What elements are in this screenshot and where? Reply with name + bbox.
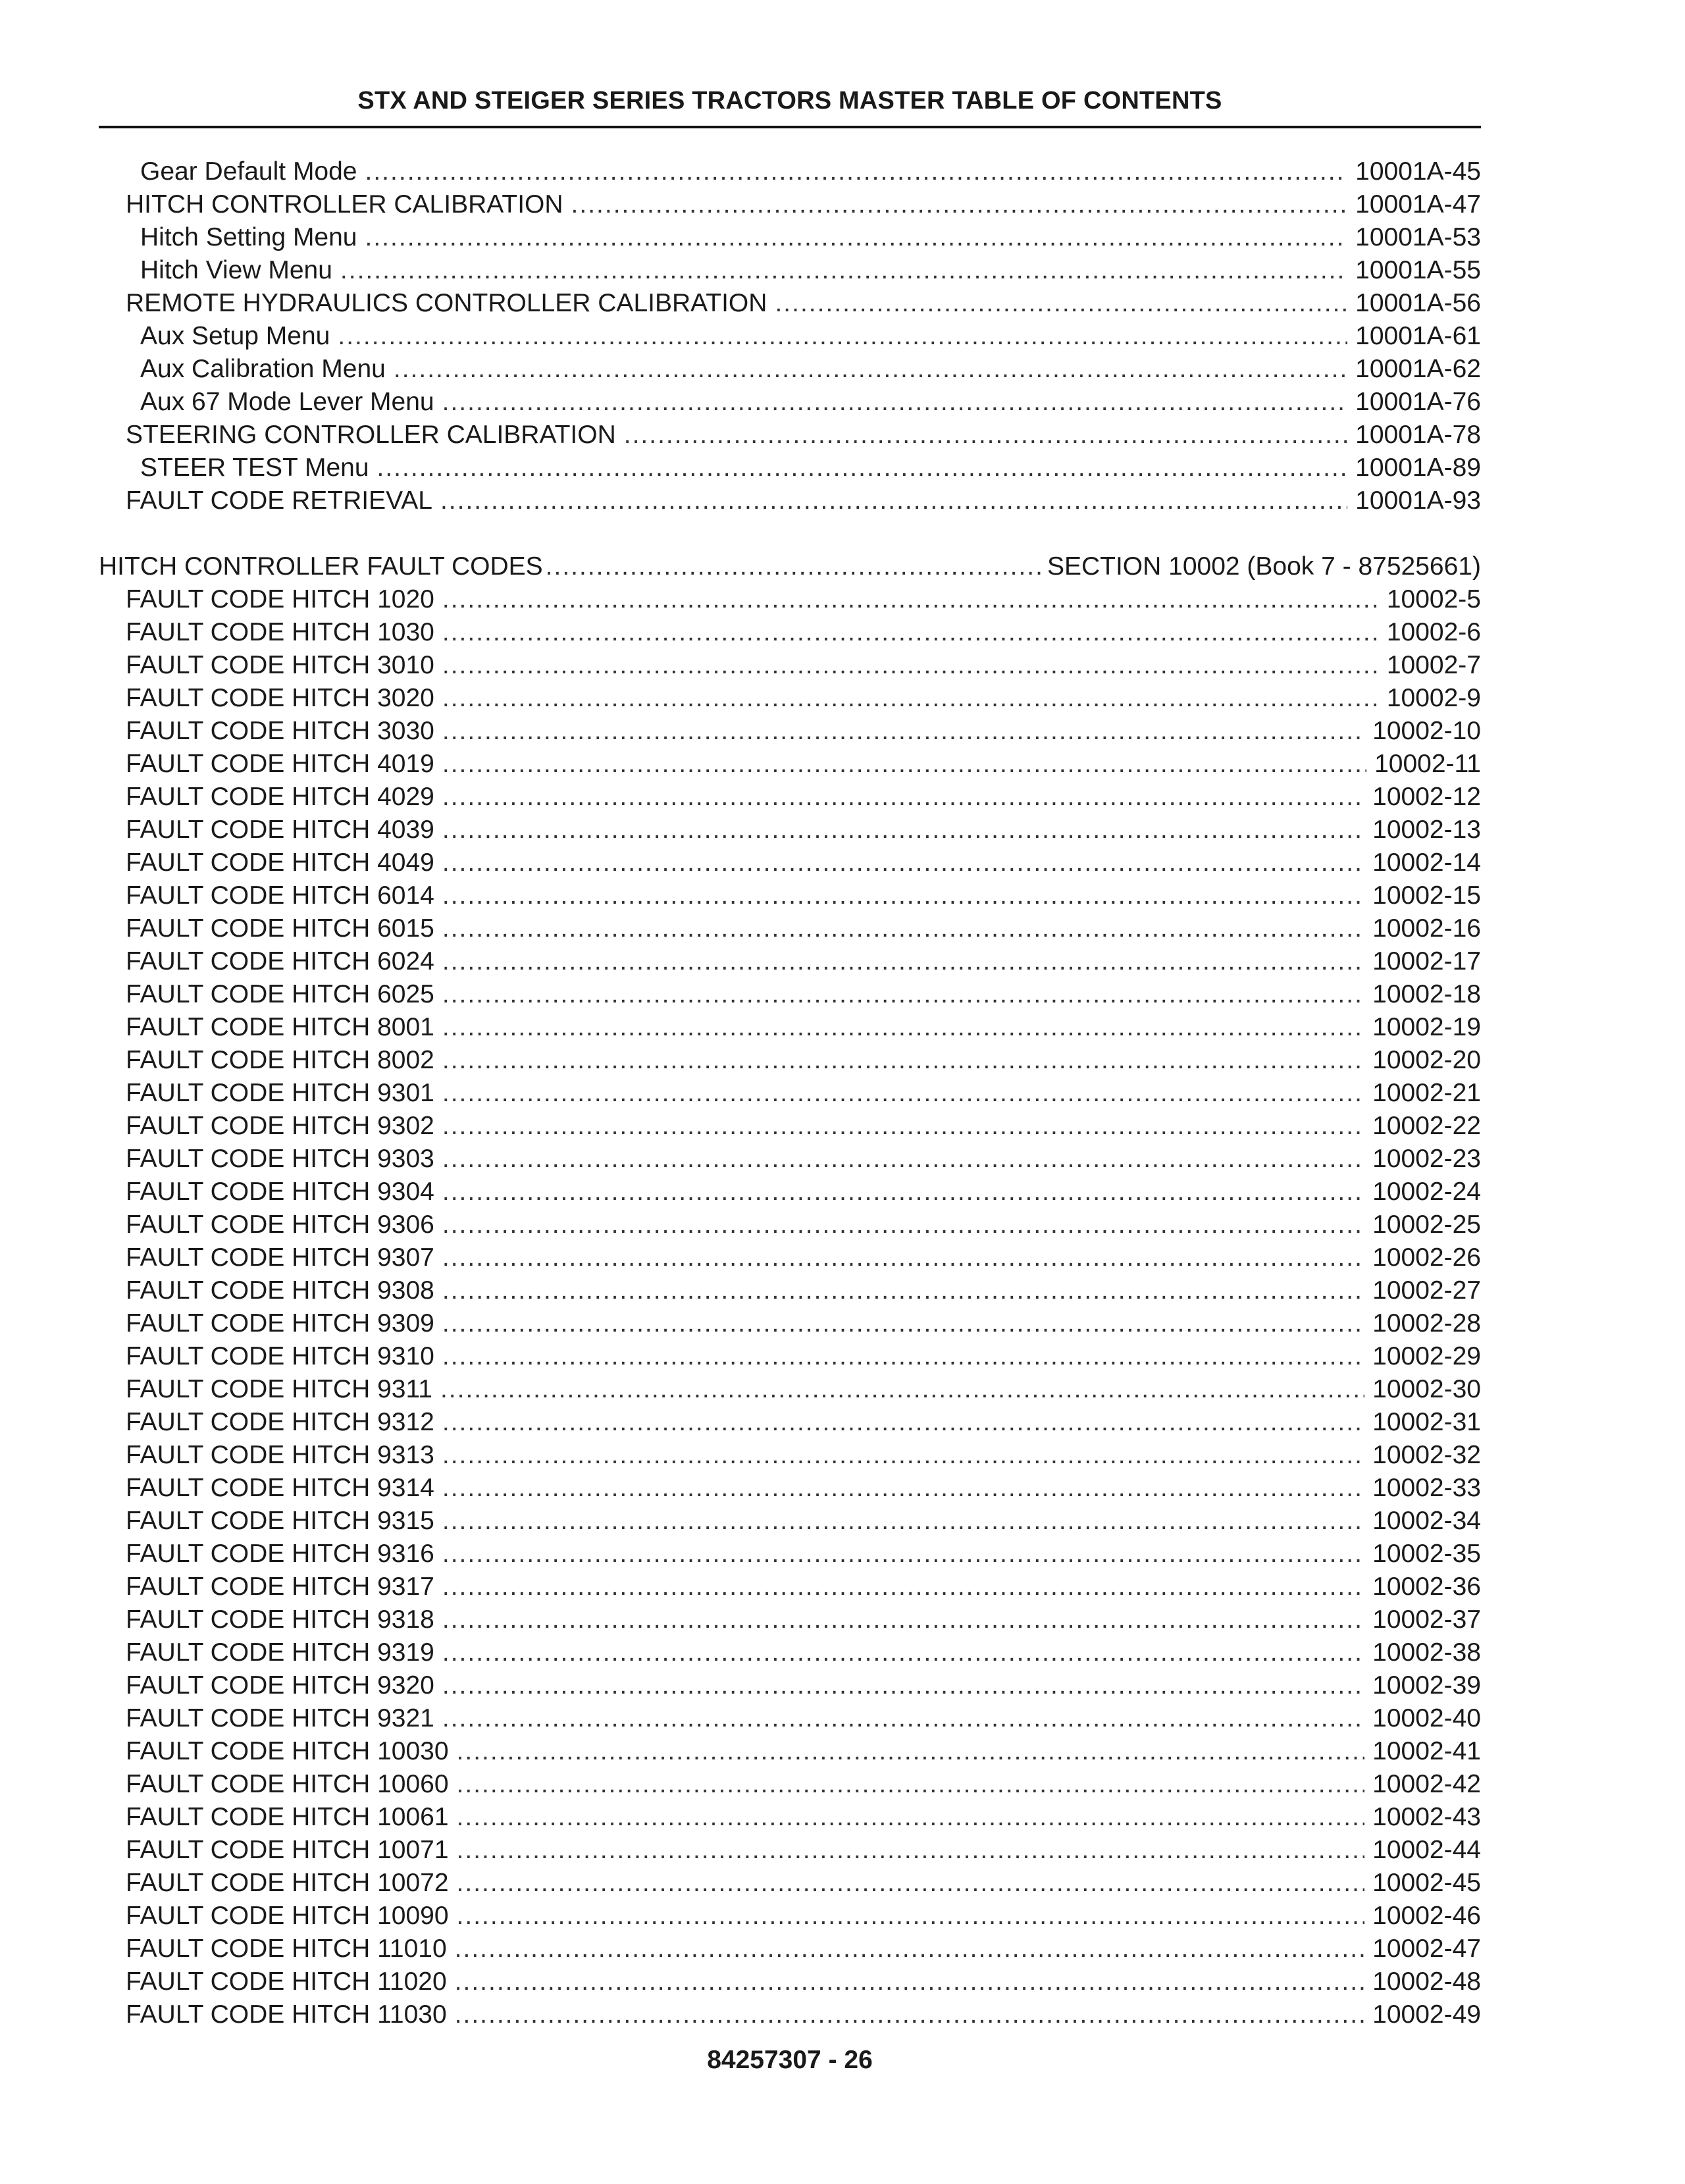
dot-leader	[440, 1373, 1364, 1406]
toc-entry-title: FAULT CODE HITCH 4029	[126, 783, 434, 811]
dot-leader	[442, 1307, 1364, 1340]
toc-entry-page: 10001A-61	[1355, 322, 1481, 350]
dot-leader	[377, 452, 1348, 484]
dot-leader	[442, 1340, 1364, 1373]
toc-entry-title: FAULT CODE RETRIEVAL	[126, 486, 432, 515]
toc-entry[interactable]	[99, 1307, 1481, 1340]
toc-entry-title: FAULT CODE HITCH 10030	[126, 1737, 449, 1765]
dot-leader	[457, 1768, 1365, 1801]
dot-leader	[442, 1439, 1364, 1472]
toc-entry-title: FAULT CODE HITCH 9315	[126, 1507, 434, 1535]
toc-entry-title: FAULT CODE HITCH 9316	[126, 1540, 434, 1568]
toc-entry-title: FAULT CODE HITCH 6025	[126, 980, 434, 1008]
dot-leader	[442, 1274, 1364, 1307]
toc-entry[interactable]	[99, 1965, 1481, 1998]
toc-entry-page: 10002-24	[1372, 1178, 1481, 1206]
toc-entry-title: FAULT CODE HITCH 9309	[126, 1309, 434, 1338]
dot-leader	[442, 1505, 1364, 1538]
dot-leader	[455, 1933, 1365, 1965]
toc-entry-title: FAULT CODE HITCH 9313	[126, 1441, 434, 1469]
dot-leader	[775, 287, 1347, 320]
toc-entry-page: 10001A-89	[1355, 454, 1481, 482]
toc-entry[interactable]	[99, 748, 1481, 781]
toc-entry-title: FAULT CODE HITCH 6014	[126, 881, 434, 910]
dot-leader	[442, 682, 1379, 715]
dot-leader	[624, 419, 1347, 452]
toc-entry-title: Aux Calibration Menu	[140, 355, 386, 383]
toc-entry-page: 10002-31	[1372, 1408, 1481, 1436]
toc-entry-page: 10002-42	[1372, 1770, 1481, 1798]
dot-leader	[442, 1241, 1364, 1274]
dot-leader	[571, 188, 1348, 221]
toc-entry-page: 10002-16	[1372, 914, 1481, 943]
page-title: STX AND STEIGER SERIES TRACTORS MASTER TABLE OF CONTENTS	[357, 87, 1222, 115]
toc-entry[interactable]	[99, 1011, 1481, 1044]
toc-entry-page: 10002-22	[1372, 1112, 1481, 1140]
dot-leader	[455, 1965, 1365, 1998]
toc-entry-title: FAULT CODE HITCH 9304	[126, 1178, 434, 1206]
dot-leader	[442, 1011, 1364, 1044]
toc-entry-title: FAULT CODE HITCH 8001	[126, 1013, 434, 1041]
toc-section-heading[interactable]	[99, 550, 1481, 583]
toc-entry-page: 10002-44	[1372, 1836, 1481, 1864]
dot-leader	[440, 484, 1347, 517]
toc-entry[interactable]	[99, 353, 1481, 386]
dot-leader	[442, 1669, 1364, 1702]
toc-entry[interactable]	[99, 1373, 1481, 1406]
dot-leader	[442, 583, 1379, 616]
toc-entry-page: 10002-11	[1374, 750, 1481, 778]
toc-entry-title: Aux 67 Mode Lever Menu	[140, 388, 434, 416]
toc-entry[interactable]	[99, 254, 1481, 287]
dot-leader	[457, 1735, 1365, 1768]
toc-entry[interactable]	[99, 1603, 1481, 1636]
toc-entry-title: FAULT CODE HITCH 10060	[126, 1770, 449, 1798]
toc-entry[interactable]	[99, 1044, 1481, 1077]
toc-entry[interactable]	[99, 781, 1481, 814]
toc-entry-page: 10002-10	[1372, 717, 1481, 745]
toc-entry[interactable]	[99, 814, 1481, 846]
dot-leader	[442, 814, 1364, 846]
toc-entry[interactable]	[99, 155, 1481, 188]
toc-entry[interactable]	[99, 846, 1481, 879]
toc-entry-title: FAULT CODE HITCH 9311	[126, 1375, 432, 1403]
toc-entry[interactable]	[99, 1669, 1481, 1702]
dot-leader	[365, 155, 1348, 188]
toc-entry[interactable]	[99, 1933, 1481, 1965]
toc-entry-page: 10002-13	[1372, 816, 1481, 844]
toc-entry-page: 10002-36	[1372, 1573, 1481, 1601]
toc-entry-page: 10002-7	[1386, 651, 1481, 679]
dot-leader	[442, 1472, 1364, 1505]
toc-entry[interactable]	[99, 320, 1481, 353]
toc-entry-page: 10002-18	[1372, 980, 1481, 1008]
toc-entry[interactable]	[99, 1110, 1481, 1143]
toc-entry-page: 10002-49	[1372, 2000, 1481, 2029]
toc-entry-title: FAULT CODE HITCH 9314	[126, 1474, 434, 1502]
toc-entry-title: FAULT CODE HITCH 4019	[126, 750, 434, 778]
toc-entry-page: 10002-32	[1372, 1441, 1481, 1469]
toc-entry-title: FAULT CODE HITCH 1030	[126, 618, 434, 646]
dot-leader	[338, 320, 1347, 353]
dot-leader	[455, 1998, 1365, 2031]
toc-entry-page: 10002-25	[1372, 1210, 1481, 1239]
toc-entry[interactable]	[99, 1340, 1481, 1373]
toc-entry[interactable]	[99, 1900, 1481, 1933]
toc-entry[interactable]	[99, 419, 1481, 452]
toc-entry-page: 10002-9	[1386, 684, 1481, 712]
dot-leader	[365, 221, 1348, 254]
toc-entry[interactable]	[99, 1702, 1481, 1735]
toc-entry-page: 10002-33	[1372, 1474, 1481, 1502]
toc-entry-title: FAULT CODE HITCH 4039	[126, 816, 434, 844]
toc-entry-title: FAULT CODE HITCH 11010	[126, 1935, 447, 1963]
toc-entry[interactable]	[99, 287, 1481, 320]
toc-entry[interactable]	[99, 452, 1481, 484]
toc-entry-title: FAULT CODE HITCH 9318	[126, 1605, 434, 1634]
toc-entry-page: 10001A-93	[1355, 486, 1481, 515]
dot-leader	[442, 781, 1364, 814]
toc-entry-title: REMOTE HYDRAULICS CONTROLLER CALIBRATION	[126, 289, 767, 317]
toc-entry[interactable]	[99, 1538, 1481, 1571]
toc-entry-page: 10002-21	[1372, 1079, 1481, 1107]
toc-entry[interactable]	[99, 1768, 1481, 1801]
toc-entry-page: 10001A-62	[1355, 355, 1481, 383]
toc-entry-page: 10002-40	[1372, 1704, 1481, 1732]
table-of-contents	[99, 155, 1481, 2031]
toc-entry-title: Aux Setup Menu	[140, 322, 330, 350]
dot-leader	[442, 748, 1366, 781]
toc-entry-page: 10001A-56	[1355, 289, 1481, 317]
toc-entry-title: FAULT CODE HITCH 8002	[126, 1046, 434, 1074]
toc-entry-page: 10002-12	[1372, 783, 1481, 811]
toc-entry-title: FAULT CODE HITCH 9308	[126, 1276, 434, 1305]
toc-entry-title: FAULT CODE HITCH 10061	[126, 1803, 449, 1831]
toc-entry-page: 10002-34	[1372, 1507, 1481, 1535]
dot-leader	[442, 846, 1364, 879]
toc-entry-title: FAULT CODE HITCH 11020	[126, 1967, 447, 1996]
toc-entry-title: FAULT CODE HITCH 10090	[126, 1902, 449, 1930]
toc-entry-page: 10001A-78	[1355, 421, 1481, 449]
toc-entry-page: 10002-14	[1372, 848, 1481, 877]
toc-entry[interactable]	[99, 1077, 1481, 1110]
toc-entry[interactable]	[99, 1636, 1481, 1669]
toc-entry[interactable]	[99, 1176, 1481, 1209]
toc-entry-title: HITCH CONTROLLER FAULT CODES	[99, 552, 543, 581]
dot-leader	[442, 1538, 1364, 1571]
toc-entry-title: FAULT CODE HITCH 4049	[126, 848, 434, 877]
dot-leader	[442, 1176, 1364, 1209]
dot-leader	[457, 1801, 1365, 1834]
dot-leader	[546, 550, 1045, 583]
toc-entry-page: 10002-19	[1372, 1013, 1481, 1041]
toc-entry-title: STEER TEST Menu	[140, 454, 369, 482]
dot-leader	[457, 1900, 1365, 1933]
toc-entry-page: 10002-15	[1372, 881, 1481, 910]
toc-entry-title: FAULT CODE HITCH 9306	[126, 1210, 434, 1239]
toc-entry-page: 10002-43	[1372, 1803, 1481, 1831]
dot-leader	[442, 945, 1364, 978]
toc-entry-page: 10002-23	[1372, 1145, 1481, 1173]
dot-leader	[442, 715, 1364, 748]
toc-entry[interactable]	[99, 1209, 1481, 1241]
dot-leader	[442, 1044, 1364, 1077]
dot-leader	[442, 1110, 1364, 1143]
toc-entry-page: 10002-48	[1372, 1967, 1481, 1996]
toc-entry-page: 10002-20	[1372, 1046, 1481, 1074]
toc-entry-title: HITCH CONTROLLER CALIBRATION	[126, 190, 563, 219]
toc-entry-title: FAULT CODE HITCH 9319	[126, 1638, 434, 1667]
toc-entry-title: FAULT CODE HITCH 9303	[126, 1145, 434, 1173]
toc-entry-page: 10001A-47	[1355, 190, 1481, 219]
toc-entry[interactable]	[99, 1998, 1481, 2031]
toc-entry[interactable]	[99, 912, 1481, 945]
toc-entry-title: FAULT CODE HITCH 9321	[126, 1704, 434, 1732]
toc-entry[interactable]	[99, 1439, 1481, 1472]
toc-entry-title: Hitch View Menu	[140, 256, 332, 284]
toc-entry[interactable]	[99, 583, 1481, 616]
toc-entry[interactable]	[99, 484, 1481, 517]
dot-leader	[442, 616, 1379, 649]
toc-entry[interactable]	[99, 682, 1481, 715]
dot-leader	[457, 1834, 1365, 1867]
toc-entry-page: 10002-6	[1386, 618, 1481, 646]
toc-entry-title: FAULT CODE HITCH 3030	[126, 717, 434, 745]
dot-leader	[394, 353, 1347, 386]
dot-leader	[442, 1636, 1364, 1669]
toc-entry-title: FAULT CODE HITCH 9312	[126, 1408, 434, 1436]
toc-entry-page: 10002-45	[1372, 1869, 1481, 1897]
toc-entry[interactable]	[99, 188, 1481, 221]
toc-entry-page: 10001A-45	[1355, 157, 1481, 186]
toc-entry[interactable]	[99, 879, 1481, 912]
dot-leader	[442, 386, 1348, 419]
toc-entry[interactable]	[99, 1735, 1481, 1768]
toc-entry[interactable]	[99, 1505, 1481, 1538]
toc-entry[interactable]	[99, 1801, 1481, 1834]
page-number: 84257307 - 26	[707, 2046, 873, 2074]
toc-entry-page: 10001A-55	[1355, 256, 1481, 284]
toc-entry-page: 10002-35	[1372, 1540, 1481, 1568]
dot-leader	[457, 1867, 1365, 1900]
toc-entry-page: 10002-5	[1386, 585, 1481, 613]
toc-entry-page: 10002-27	[1372, 1276, 1481, 1305]
toc-entry-title: FAULT CODE HITCH 6015	[126, 914, 434, 943]
toc-entry[interactable]	[99, 1571, 1481, 1603]
toc-entry-title: STEERING CONTROLLER CALIBRATION	[126, 421, 616, 449]
toc-entry[interactable]	[99, 715, 1481, 748]
toc-entry[interactable]	[99, 1274, 1481, 1307]
toc-entry[interactable]	[99, 649, 1481, 682]
toc-entry-page: SECTION 10002 (Book 7 - 87525661)	[1047, 552, 1481, 581]
toc-entry-page: 10002-47	[1372, 1935, 1481, 1963]
toc-entry-page: 10001A-76	[1355, 388, 1481, 416]
toc-entry[interactable]	[99, 1867, 1481, 1900]
toc-entry[interactable]	[99, 945, 1481, 978]
toc-entry-title: FAULT CODE HITCH 6024	[126, 947, 434, 975]
toc-entry-page: 10002-26	[1372, 1243, 1481, 1272]
toc-entry-page: 10002-41	[1372, 1737, 1481, 1765]
toc-entry[interactable]	[99, 1834, 1481, 1867]
toc-entry-title: Hitch Setting Menu	[140, 223, 357, 251]
toc-entry-title: FAULT CODE HITCH 1020	[126, 585, 434, 613]
toc-entry-title: FAULT CODE HITCH 9301	[126, 1079, 434, 1107]
toc-entry-page: 10002-39	[1372, 1671, 1481, 1700]
toc-entry-page: 10002-30	[1372, 1375, 1481, 1403]
toc-entry[interactable]	[99, 1472, 1481, 1505]
toc-entry-page: 10002-37	[1372, 1605, 1481, 1634]
toc-entry-title: Gear Default Mode	[140, 157, 357, 186]
toc-entry-title: FAULT CODE HITCH 3020	[126, 684, 434, 712]
toc-entry-page: 10002-17	[1372, 947, 1481, 975]
toc-group	[99, 155, 1481, 517]
dot-leader	[442, 1143, 1364, 1176]
toc-group	[99, 550, 1481, 2031]
toc-entry-page: 10002-29	[1372, 1342, 1481, 1370]
dot-leader	[340, 254, 1347, 287]
toc-entry[interactable]	[99, 616, 1481, 649]
toc-entry-page: 10002-28	[1372, 1309, 1481, 1338]
dot-leader	[442, 1603, 1364, 1636]
toc-entry-title: FAULT CODE HITCH 9317	[126, 1573, 434, 1601]
toc-entry-title: FAULT CODE HITCH 11030	[126, 2000, 447, 2029]
toc-entry[interactable]	[99, 978, 1481, 1011]
dot-leader	[442, 1209, 1364, 1241]
toc-entry-title: FAULT CODE HITCH 9320	[126, 1671, 434, 1700]
toc-entry-title: FAULT CODE HITCH 3010	[126, 651, 434, 679]
toc-entry-page: 10002-38	[1372, 1638, 1481, 1667]
toc-entry-title: FAULT CODE HITCH 10072	[126, 1869, 449, 1897]
dot-leader	[442, 1406, 1364, 1439]
dot-leader	[442, 912, 1364, 945]
dot-leader	[442, 1571, 1364, 1603]
toc-entry[interactable]	[99, 1406, 1481, 1439]
dot-leader	[442, 978, 1364, 1011]
toc-entry-page: 10001A-53	[1355, 223, 1481, 251]
toc-entry[interactable]	[99, 386, 1481, 419]
toc-entry-page: 10002-46	[1372, 1902, 1481, 1930]
toc-entry-title: FAULT CODE HITCH 10071	[126, 1836, 449, 1864]
toc-entry[interactable]	[99, 1241, 1481, 1274]
toc-entry[interactable]	[99, 1143, 1481, 1176]
dot-leader	[442, 649, 1379, 682]
header-divider	[99, 126, 1481, 128]
dot-leader	[442, 879, 1364, 912]
toc-entry-title: FAULT CODE HITCH 9310	[126, 1342, 434, 1370]
toc-entry-title: FAULT CODE HITCH 9302	[126, 1112, 434, 1140]
toc-entry[interactable]	[99, 221, 1481, 254]
dot-leader	[442, 1077, 1364, 1110]
dot-leader	[442, 1702, 1364, 1735]
toc-entry-title: FAULT CODE HITCH 9307	[126, 1243, 434, 1272]
